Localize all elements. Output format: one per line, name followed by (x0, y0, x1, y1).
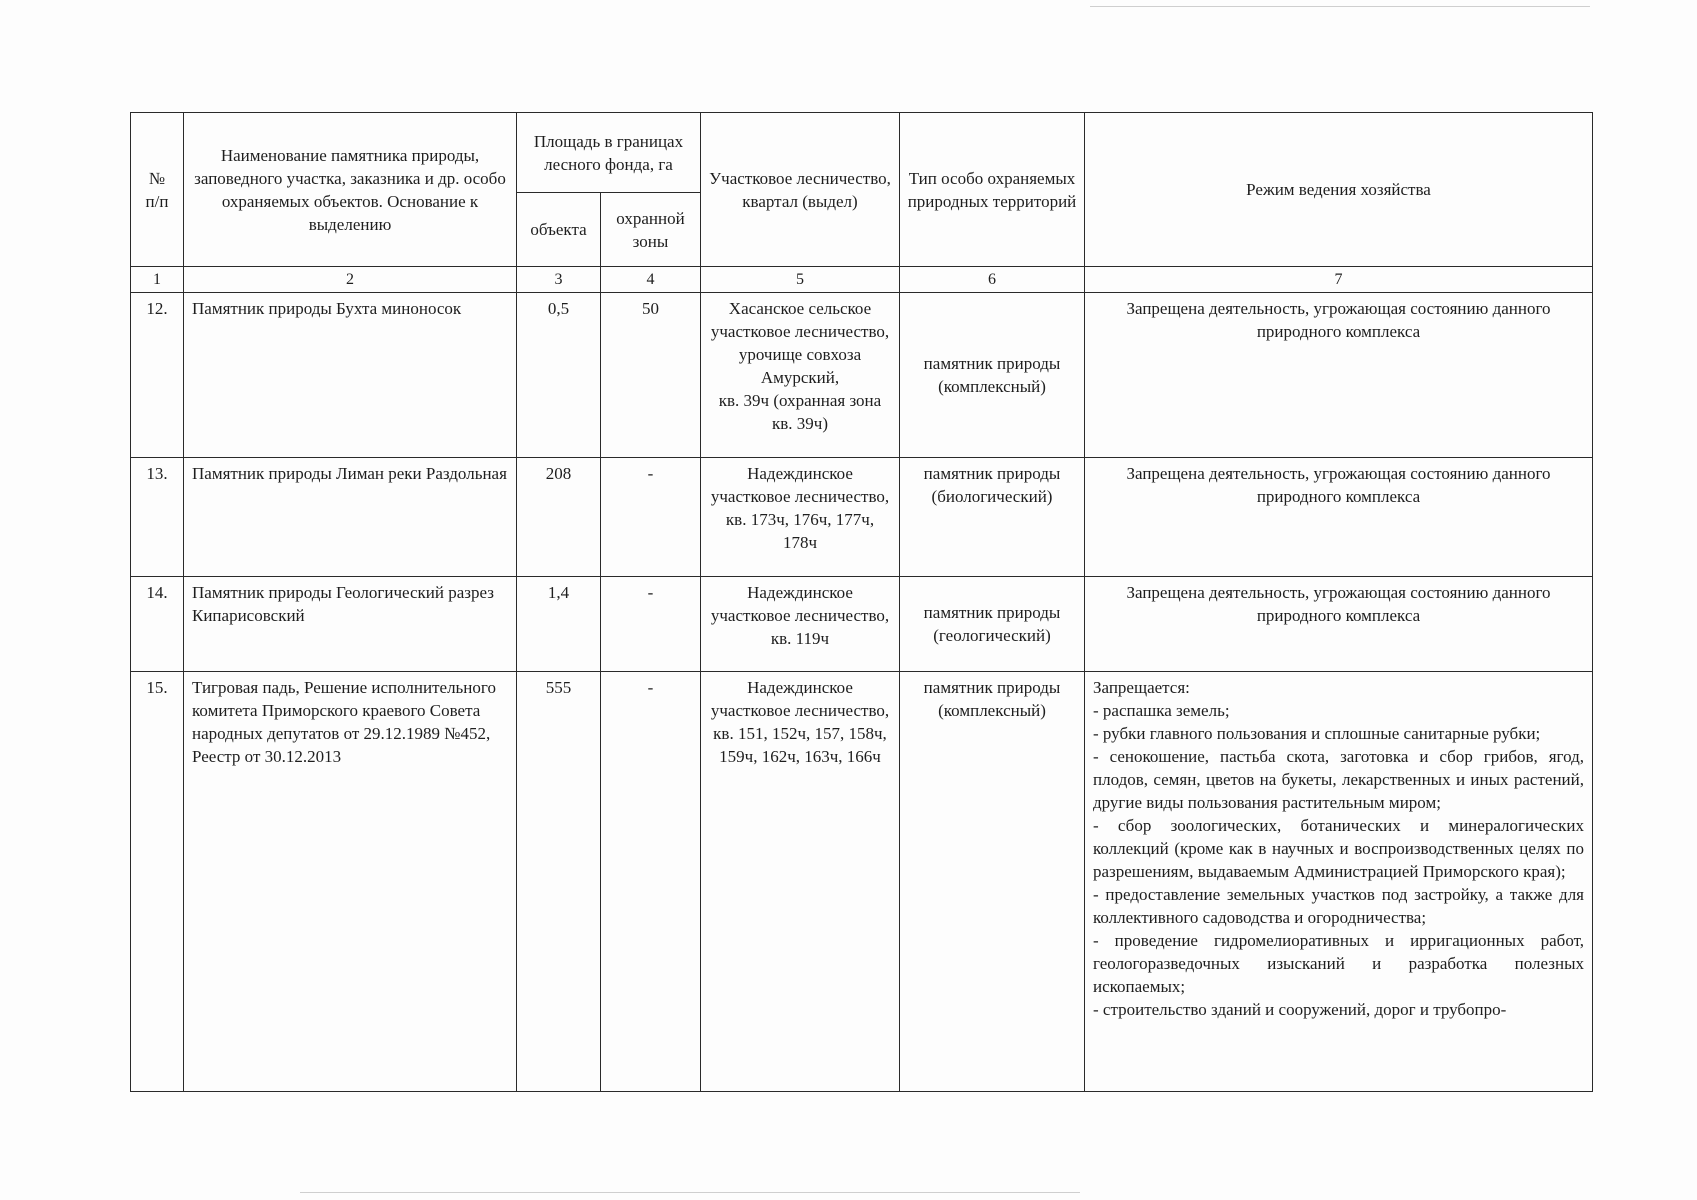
row-number: 13. (131, 458, 184, 577)
row-area-buffer: 50 (601, 293, 701, 458)
row-regime: Запрещена деятельность, угрожающая состоянию данного природного комплекса (1085, 458, 1593, 577)
row-area-object: 1,4 (517, 577, 601, 672)
header-area-buffer: охранной зоны (601, 193, 701, 267)
column-number: 1 (131, 267, 184, 293)
row-forestry: Надеждинское участковое лесничество, кв. 119ч (701, 577, 900, 672)
row-area-object: 208 (517, 458, 601, 577)
row-forestry: Надеждинское участковое лесничество, кв. 151, 152ч, 157, 158ч, 159ч, 162ч, 163ч, 166ч (701, 672, 900, 1092)
table-row (131, 293, 1593, 458)
row-type: памятник природы (комплексный) (900, 293, 1085, 458)
header-forestry: Участковое лесничество, квартал (выдел) (701, 113, 900, 267)
row-area-buffer: - (601, 672, 701, 1092)
header-name: Наименование памятника природы, заповедного участка, заказника и др. особо охраняемых объектов. Основание к выделению (184, 113, 517, 267)
header-regime: Режим ведения хозяйства (1085, 113, 1593, 267)
column-number: 4 (601, 267, 701, 293)
header-number: № п/п (131, 113, 184, 267)
row-forestry: Хасанское сельское участковое лесничество, урочище совхоза Амурский, кв. 39ч (охранная зона кв. 39ч) (701, 293, 900, 458)
protected-areas-table (130, 112, 1593, 1092)
row-name: Памятник природы Лиман реки Раздольная (184, 458, 517, 577)
scan-artifact-top (1090, 6, 1590, 7)
table-row (131, 577, 1593, 672)
column-number: 5 (701, 267, 900, 293)
row-area-buffer: - (601, 458, 701, 577)
header-area: Площадь в границах лесного фонда, га (517, 113, 701, 193)
row-name: Памятник природы Геологический разрез Кипарисовский (184, 577, 517, 672)
row-name: Памятник природы Бухта миноносок (184, 293, 517, 458)
table-row (131, 672, 1593, 1092)
column-number-row (131, 267, 1593, 293)
column-number: 6 (900, 267, 1085, 293)
row-regime: Запрещается: - распашка земель; - рубки главного пользования и сплошные санитарные рубки; - сенокошение, пастьба скота, заготовка и сбор грибов, ягод, плодов, семян, цветов на букеты, лекарственных и иных растений, другие виды пользования растительным миром; - сбор зоологических, ботанических и минералогических коллекций (кроме как в научных и воспроизводственных целях по разрешениям, выдаваемым Администрацией Приморского края); - предоставление земельных участков под застройку, а также для коллективного садоводства и огородничества; - проведение гидромелиоративных и ирригационных работ, геологоразведочных изысканий и разработка полезных ископаемых; - строительство зданий и сооружений, дорог и трубопро- (1085, 672, 1593, 1092)
row-number: 14. (131, 577, 184, 672)
header-area-object: объекта (517, 193, 601, 267)
row-name: Тигровая падь, Решение исполнительного комитета Приморского краевого Совета народных депутатов от 29.12.1989 №452, Реестр от 30.12.2013 (184, 672, 517, 1092)
table-row (131, 458, 1593, 577)
row-area-object: 555 (517, 672, 601, 1092)
row-area-buffer: - (601, 577, 701, 672)
row-forestry: Надеждинское участковое лесничество, кв. 173ч, 176ч, 177ч, 178ч (701, 458, 900, 577)
row-type: памятник природы (биологический) (900, 458, 1085, 577)
row-regime: Запрещена деятельность, угрожающая состоянию данного природного комплекса (1085, 577, 1593, 672)
column-number: 7 (1085, 267, 1593, 293)
column-number: 2 (184, 267, 517, 293)
column-number: 3 (517, 267, 601, 293)
table-header (131, 113, 1593, 293)
row-type: памятник природы (комплексный) (900, 672, 1085, 1092)
scan-artifact-bottom (300, 1192, 1080, 1193)
row-type: памятник природы (геологический) (900, 577, 1085, 672)
row-number: 12. (131, 293, 184, 458)
row-number: 15. (131, 672, 184, 1092)
header-type: Тип особо охраняемых природных территорий (900, 113, 1085, 267)
row-area-object: 0,5 (517, 293, 601, 458)
row-regime: Запрещена деятельность, угрожающая состоянию данного природного комплекса (1085, 293, 1593, 458)
